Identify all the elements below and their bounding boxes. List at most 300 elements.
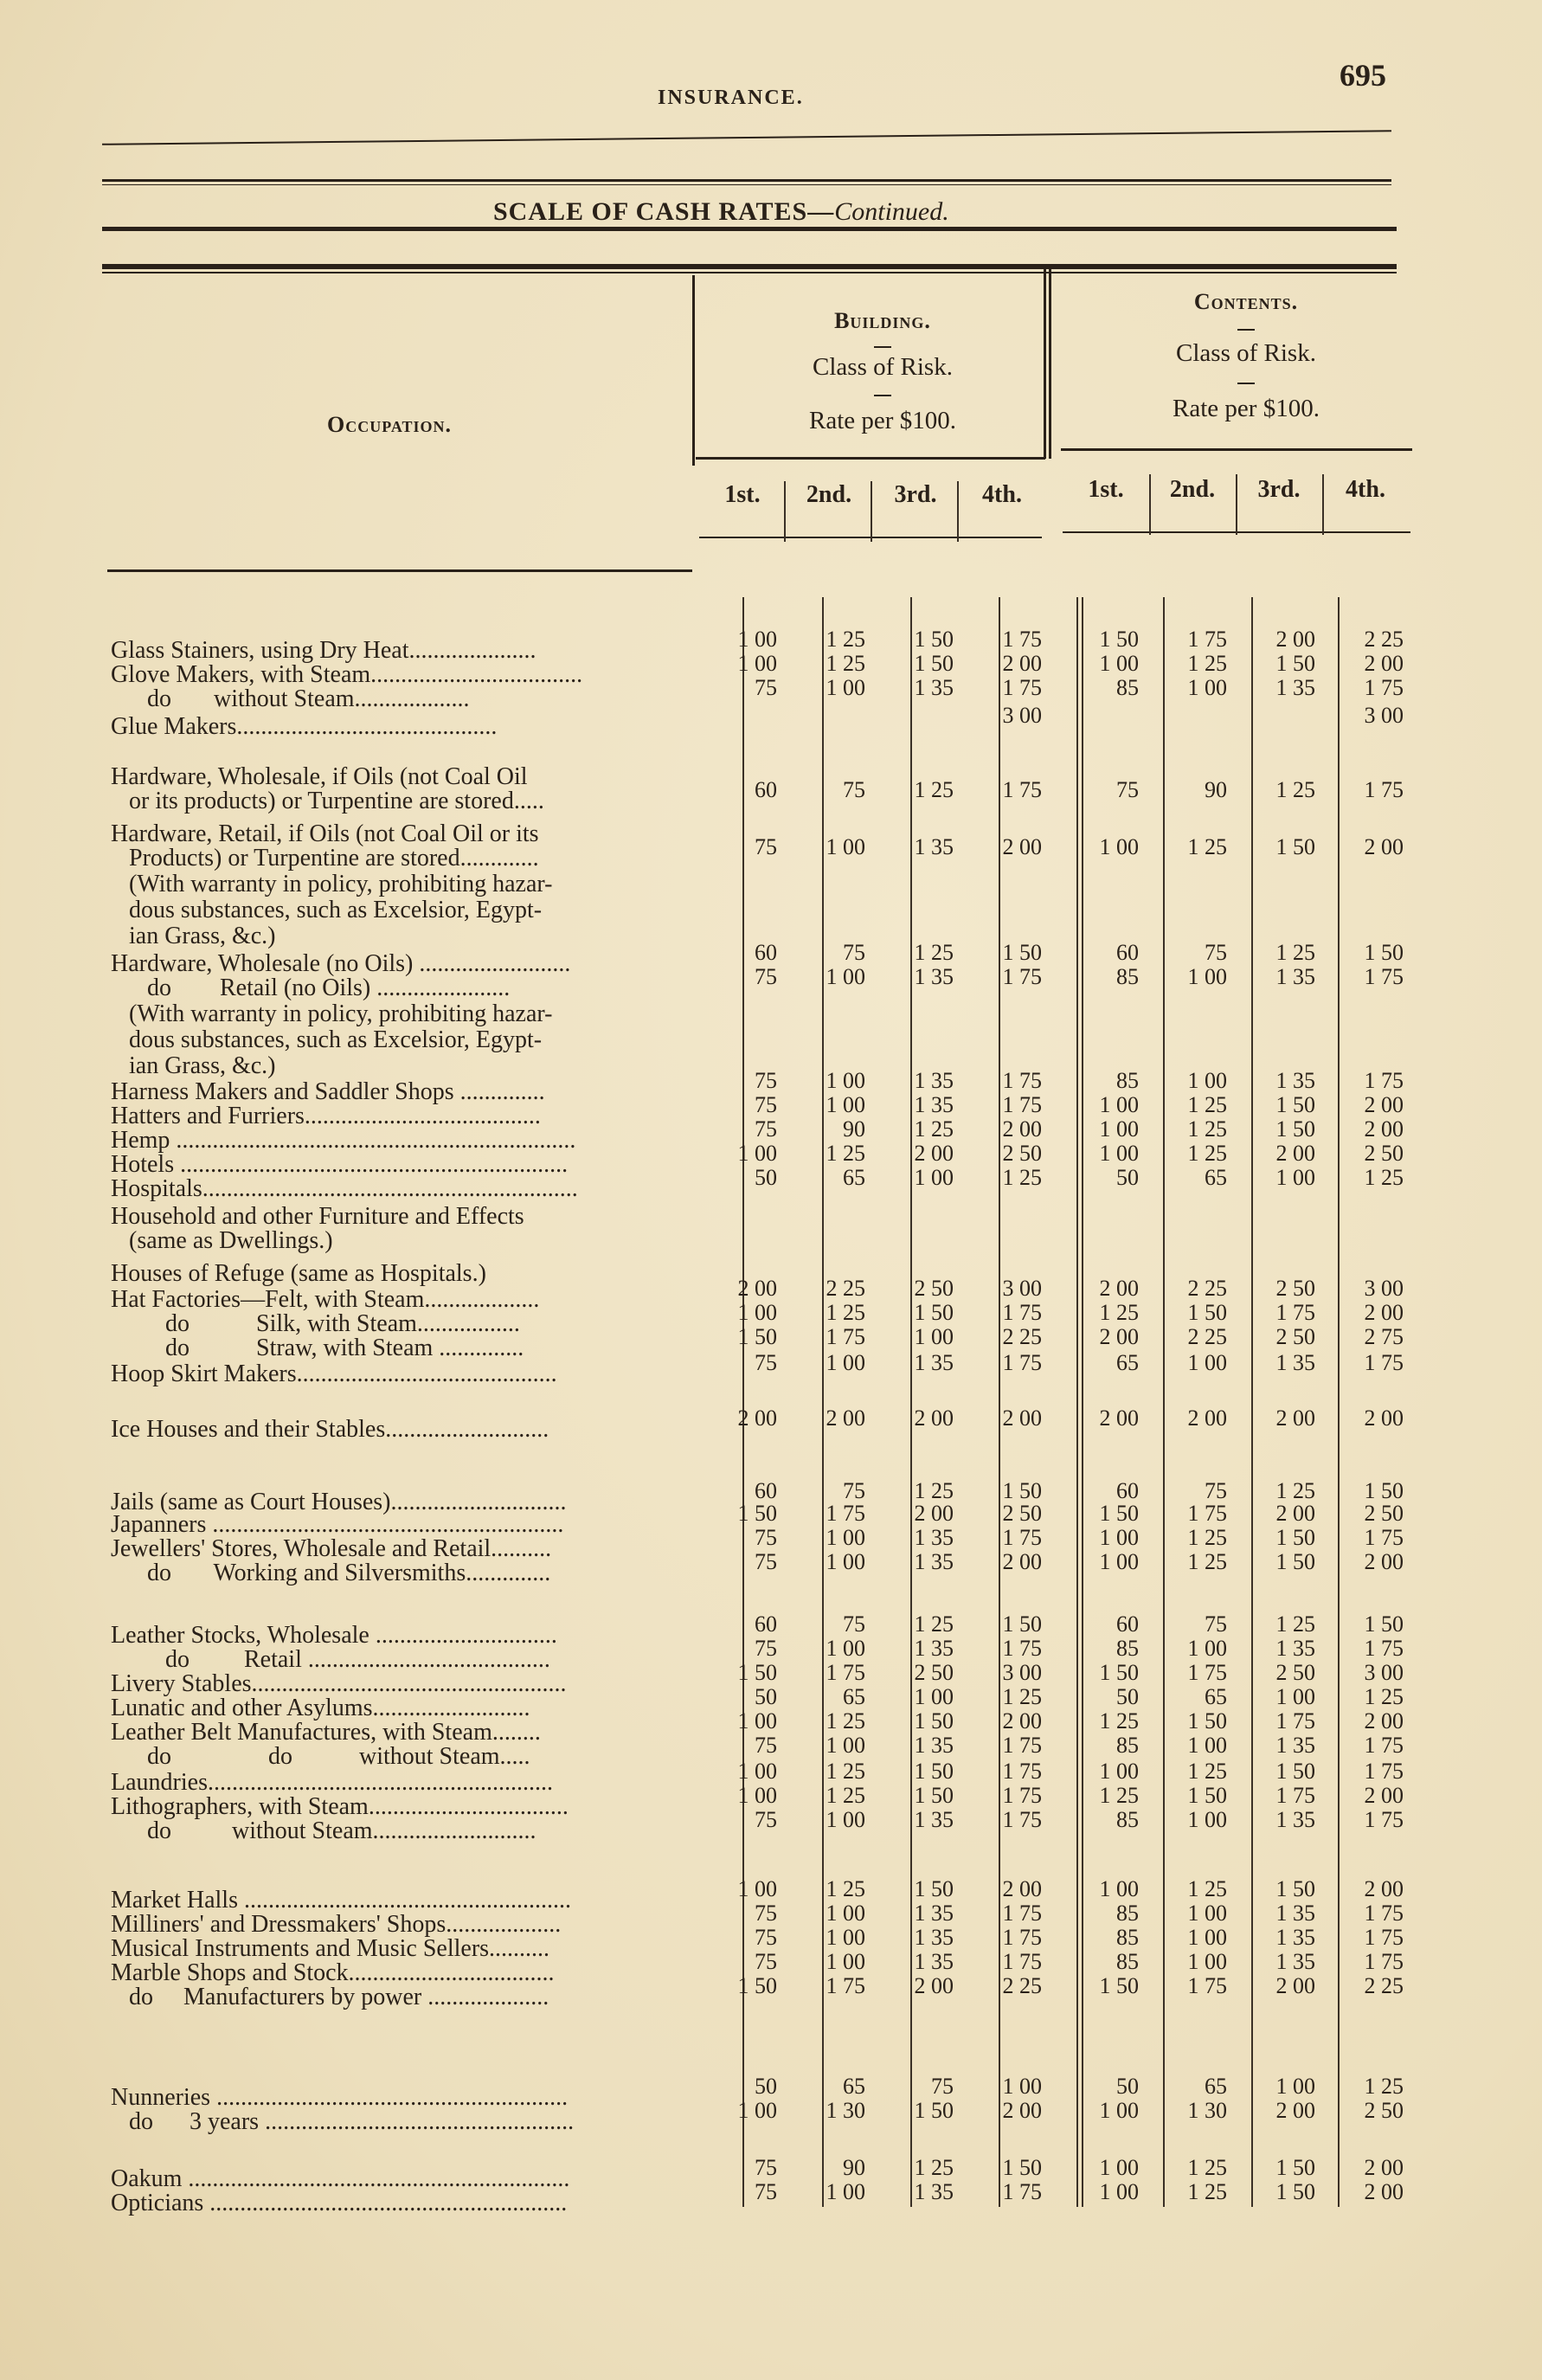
occupation-row-36: Lunatic and other Asylums.......................... <box>111 1695 530 1721</box>
title-rule-2 <box>102 264 1397 269</box>
contents-rate-2: 1 00 <box>1187 675 1227 700</box>
contents-rate-3: 1 35 <box>1275 1949 1315 1974</box>
building-rate-3: 1 50 <box>914 1876 954 1901</box>
contents-rate-1: 1 00 <box>1099 2098 1139 2123</box>
contents-rate-3: 1 00 <box>1275 1684 1315 1709</box>
contents-rate-3: 1 50 <box>1275 1092 1315 1117</box>
contents-rate-3: 2 00 <box>1275 1973 1315 1998</box>
contents-rate-4: 1 75 <box>1364 1901 1404 1926</box>
building-rate-4: 2 00 <box>1002 2098 1042 2123</box>
building-class-of-risk: Class of Risk. <box>813 353 953 381</box>
building-rate-4: 3 00 <box>1002 1660 1042 1685</box>
building-rate-4: 2 00 <box>1002 1549 1042 1574</box>
building-rate-1: 75 <box>755 834 777 859</box>
contents-rate-4: 1 75 <box>1364 777 1404 802</box>
building-rate-2: 1 00 <box>826 964 865 989</box>
contents-rate-4: 2 50 <box>1364 2098 1404 2123</box>
building-rate-4: 2 00 <box>1002 834 1042 859</box>
building-col-2nd: 2nd. <box>806 481 852 508</box>
occupation-row-0: Glass Stainers, using Dry Heat..................... <box>111 637 536 664</box>
contents-rate-2: 1 25 <box>1187 1092 1227 1117</box>
contents-rate-1: 60 <box>1116 1478 1139 1503</box>
building-rate-1: 1 00 <box>737 1300 777 1325</box>
contents-rate-4: 3 00 <box>1364 1276 1404 1301</box>
occupation-row-19: Hotels ................................................................ <box>111 1151 569 1178</box>
building-rate-1: 1 00 <box>737 1783 777 1808</box>
contents-rate-4: 1 25 <box>1364 1684 1404 1709</box>
building-rate-1: 60 <box>755 940 777 965</box>
contents-rate-2: 2 25 <box>1187 1324 1227 1349</box>
contents-rate-3: 1 50 <box>1275 1759 1315 1784</box>
contents-rate-4: 2 00 <box>1364 2155 1404 2180</box>
occupation-row-50: Opticians ........................................................... <box>111 2190 568 2216</box>
vrule-b-1 <box>784 481 786 542</box>
building-rate-3: 1 35 <box>914 1807 954 1832</box>
building-rate-4: 1 75 <box>1002 1525 1042 1550</box>
building-rate-2: 1 25 <box>826 1876 865 1901</box>
contents-rate-4: 2 25 <box>1364 627 1404 652</box>
contents-col-3rd: 3rd. <box>1257 476 1301 503</box>
building-rate-4: 1 75 <box>1002 1783 1042 1808</box>
building-rate-1: 75 <box>755 1525 777 1550</box>
building-rate-2: 90 <box>843 2155 865 2180</box>
building-rate-1: 1 50 <box>737 1973 777 1998</box>
building-rate-1: 75 <box>755 1949 777 1974</box>
contents-rate-2: 1 75 <box>1187 627 1227 652</box>
building-rate-2: 1 25 <box>826 651 865 676</box>
occupation-row-49: Oakum ............................................................... <box>111 2165 570 2192</box>
building-rate-1: 75 <box>755 1350 777 1375</box>
contents-rate-4: 2 00 <box>1364 651 1404 676</box>
building-rate-3: 1 35 <box>914 964 954 989</box>
contents-rate-2: 65 <box>1205 1684 1227 1709</box>
contents-rate-4: 1 75 <box>1364 1733 1404 1758</box>
contents-rate-4: 1 25 <box>1364 1165 1404 1190</box>
occupation-row-24: Hat Factories—Felt, with Steam................... <box>111 1286 540 1313</box>
contents-rate-2: 1 00 <box>1187 1949 1227 1974</box>
building-rate-3: 2 00 <box>914 1973 954 1998</box>
contents-rate-1: 1 00 <box>1099 1525 1139 1550</box>
occupation-row-6: Hardware, Retail, if Oils (not Coal Oil or its <box>111 820 539 847</box>
contents-rate-2: 1 25 <box>1187 1759 1227 1784</box>
contents-rate-per: Rate per $100. <box>1173 395 1320 422</box>
occupation-row-3: Glue Makers........................................... <box>111 713 498 740</box>
building-rate-2: 65 <box>843 2074 865 2099</box>
contents-rate-1: 85 <box>1116 1925 1139 1950</box>
contents-rate-1: 85 <box>1116 1901 1139 1926</box>
occupation-row-32: do Working and Silversmiths.............. <box>111 1560 551 1586</box>
building-rate-1: 75 <box>755 1901 777 1926</box>
contents-rate-3: 2 00 <box>1275 1405 1315 1431</box>
building-rate-3: 1 35 <box>914 1636 954 1661</box>
building-rate-4: 1 75 <box>1002 964 1042 989</box>
contents-rate-4: 1 50 <box>1364 1478 1404 1503</box>
contents-rate-4: 1 75 <box>1364 1636 1404 1661</box>
contents-rate-2: 2 25 <box>1187 1276 1227 1301</box>
contents-rate-4: 1 75 <box>1364 1068 1404 1093</box>
contents-rate-2: 1 50 <box>1187 1708 1227 1734</box>
building-rate-1: 50 <box>755 1684 777 1709</box>
building-col-1st: 1st. <box>724 481 761 508</box>
building-rate-2: 1 75 <box>826 1660 865 1685</box>
contents-rate-1: 1 00 <box>1099 1141 1139 1166</box>
building-rate-2: 1 00 <box>826 1949 865 1974</box>
contents-rate-4: 2 00 <box>1364 1092 1404 1117</box>
contents-rate-2: 1 75 <box>1187 1973 1227 1998</box>
occupation-row-46: do Manufacturers by power .................... <box>111 1984 549 2010</box>
contents-rate-1: 60 <box>1116 940 1139 965</box>
occupation-row-18: Hemp .................................................................. <box>111 1127 576 1154</box>
contents-rate-3: 1 50 <box>1275 834 1315 859</box>
occupation-row-23: Houses of Refuge (same as Hospitals.) <box>111 1260 486 1287</box>
building-rate-2: 1 00 <box>826 1807 865 1832</box>
contents-rate-1: 1 25 <box>1099 1708 1139 1734</box>
building-rate-4: 1 25 <box>1002 1165 1042 1190</box>
building-rate-2: 1 00 <box>826 1068 865 1093</box>
occupation-row-34: do Retail ........................................ <box>111 1646 550 1673</box>
building-rate-3: 2 50 <box>914 1276 954 1301</box>
contents-rate-3: 1 35 <box>1275 1350 1315 1375</box>
building-rate-1: 2 00 <box>737 1276 777 1301</box>
contents-rate-4: 2 00 <box>1364 1876 1404 1901</box>
building-rate-4: 1 25 <box>1002 1684 1042 1709</box>
contents-rate-2: 1 25 <box>1187 2155 1227 2180</box>
building-rate-2: 1 75 <box>826 1324 865 1349</box>
contents-rate-4: 1 75 <box>1364 964 1404 989</box>
building-rate-4: 1 75 <box>1002 1901 1042 1926</box>
occupation-row-8: (With warranty in policy, prohibiting hazar- <box>111 871 553 897</box>
contents-rate-2: 1 25 <box>1187 1876 1227 1901</box>
contents-rate-2: 1 50 <box>1187 1300 1227 1325</box>
vrule-c-2 <box>1236 474 1237 535</box>
building-rate-3: 1 50 <box>914 627 954 652</box>
building-rate-3: 1 00 <box>914 1165 954 1190</box>
building-rate-3: 75 <box>931 2074 954 2099</box>
building-rate-1: 1 50 <box>737 1324 777 1349</box>
contents-rate-1: 1 00 <box>1099 1116 1139 1142</box>
contents-rate-4: 2 25 <box>1364 1973 1404 1998</box>
contents-rate-4: 3 00 <box>1364 703 1404 728</box>
building-rate-2: 1 00 <box>826 1092 865 1117</box>
contents-rate-1: 1 50 <box>1099 1660 1139 1685</box>
building-rate-2: 2 25 <box>826 1276 865 1301</box>
contents-rate-3: 1 50 <box>1275 1549 1315 1574</box>
contents-col-4th: 4th. <box>1346 476 1385 503</box>
contents-rate-3: 1 35 <box>1275 1925 1315 1950</box>
building-rate-2: 1 75 <box>826 1501 865 1526</box>
building-rate-3: 1 35 <box>914 1525 954 1550</box>
occupation-row-10: ian Grass, &c.) <box>111 923 276 949</box>
contents-rate-2: 65 <box>1205 1165 1227 1190</box>
contents-rate-1: 2 00 <box>1099 1276 1139 1301</box>
contents-rate-4: 2 00 <box>1364 2179 1404 2204</box>
building-rate-3: 2 50 <box>914 1660 954 1685</box>
contents-rate-1: 85 <box>1116 964 1139 989</box>
contents-rate-1: 1 00 <box>1099 1876 1139 1901</box>
contents-rate-2: 75 <box>1205 940 1227 965</box>
building-rate-2: 65 <box>843 1684 865 1709</box>
contents-rate-4: 2 00 <box>1364 834 1404 859</box>
building-rate-3: 2 00 <box>914 1405 954 1431</box>
title-rule-3 <box>102 272 1397 273</box>
contents-rate-2: 1 25 <box>1187 2179 1227 2204</box>
occupation-row-26: do Straw, with Steam .............. <box>111 1335 524 1361</box>
contents-rate-1: 60 <box>1116 1611 1139 1637</box>
contents-rate-1: 85 <box>1116 1068 1139 1093</box>
building-rate-4: 2 00 <box>1002 651 1042 676</box>
contents-rate-4: 2 50 <box>1364 1141 1404 1166</box>
contents-rate-2: 1 25 <box>1187 1525 1227 1550</box>
running-head: INSURANCE. <box>658 87 804 109</box>
contents-rate-1: 1 00 <box>1099 834 1139 859</box>
contents-rate-1: 50 <box>1116 1684 1139 1709</box>
occupation-row-7: Products) or Turpentine are stored............. <box>111 845 539 872</box>
contents-rate-3: 1 75 <box>1275 1783 1315 1808</box>
contents-rate-1: 85 <box>1116 1636 1139 1661</box>
contents-rate-3: 2 00 <box>1275 1141 1315 1166</box>
vrule-c-1 <box>1149 474 1151 535</box>
table-title-main: SCALE OF CASH RATES— <box>493 197 835 226</box>
contents-rate-3: 1 35 <box>1275 1733 1315 1758</box>
occupation-row-42: Market Halls ...................................................... <box>111 1887 571 1914</box>
contents-rate-2: 1 25 <box>1187 834 1227 859</box>
building-rate-per: Rate per $100. <box>809 407 956 434</box>
building-rate-4: 2 25 <box>1002 1973 1042 1998</box>
building-rate-3: 1 25 <box>914 1611 954 1637</box>
building-rate-4: 2 00 <box>1002 1708 1042 1734</box>
contents-rate-2: 1 75 <box>1187 1501 1227 1526</box>
contents-rate-2: 1 50 <box>1187 1783 1227 1808</box>
contents-header: Contents. <box>1193 289 1299 314</box>
building-rate-4: 2 00 <box>1002 1876 1042 1901</box>
building-rate-3: 1 35 <box>914 2179 954 2204</box>
contents-rate-3: 1 50 <box>1275 1876 1315 1901</box>
contents-rate-4: 2 50 <box>1364 1501 1404 1526</box>
contents-rate-2: 1 00 <box>1187 964 1227 989</box>
contents-rate-3: 1 35 <box>1275 964 1315 989</box>
contents-rate-1: 1 00 <box>1099 2179 1139 2204</box>
occupation-row-31: Jewellers' Stores, Wholesale and Retail.......... <box>111 1535 552 1562</box>
contents-rate-4: 1 75 <box>1364 1759 1404 1784</box>
building-rate-2: 75 <box>843 940 865 965</box>
building-rate-2: 1 00 <box>826 834 865 859</box>
building-rate-2: 1 25 <box>826 1141 865 1166</box>
occupation-row-47: Nunneries .......................................................... <box>111 2084 569 2111</box>
occupation-row-43: Milliners' and Dressmakers' Shops................... <box>111 1911 562 1938</box>
top-rule-1 <box>102 130 1391 145</box>
building-rate-4: 1 75 <box>1002 1092 1042 1117</box>
building-rate-3: 1 25 <box>914 940 954 965</box>
building-rate-3: 1 25 <box>914 1478 954 1503</box>
occupation-row-28: Ice Houses and their Stables........................... <box>111 1416 549 1443</box>
occupation-row-33: Leather Stocks, Wholesale .............................. <box>111 1622 557 1649</box>
building-rate-3: 1 35 <box>914 1901 954 1926</box>
contents-rate-1: 1 00 <box>1099 2155 1139 2180</box>
contents-cols-rule <box>1061 448 1412 451</box>
contents-rate-4: 2 75 <box>1364 1324 1404 1349</box>
building-rate-2: 2 00 <box>826 1405 865 1431</box>
occupation-row-37: Leather Belt Manufactures, with Steam........ <box>111 1719 541 1746</box>
building-rate-2: 1 00 <box>826 1350 865 1375</box>
contents-rate-4: 1 75 <box>1364 1949 1404 1974</box>
contents-rate-1: 1 50 <box>1099 1973 1139 1998</box>
building-rate-4: 2 00 <box>1002 1116 1042 1142</box>
contents-rate-1: 1 50 <box>1099 1501 1139 1526</box>
contents-rate-4: 2 00 <box>1364 1300 1404 1325</box>
building-rate-3: 1 50 <box>914 651 954 676</box>
building-rate-2: 1 00 <box>826 1525 865 1550</box>
building-rate-1: 75 <box>755 675 777 700</box>
contents-rate-3: 2 00 <box>1275 1501 1315 1526</box>
page-number: 695 <box>1340 58 1386 93</box>
occupation-row-22: (same as Dwellings.) <box>111 1227 333 1254</box>
building-rate-1: 1 00 <box>737 1141 777 1166</box>
building-rate-3: 2 00 <box>914 1141 954 1166</box>
contents-rate-4: 1 75 <box>1364 1525 1404 1550</box>
building-rate-3: 1 35 <box>914 1092 954 1117</box>
building-rate-4: 3 00 <box>1002 703 1042 728</box>
building-col-3rd: 3rd. <box>894 481 937 508</box>
building-rate-3: 1 35 <box>914 1925 954 1950</box>
building-rate-2: 75 <box>843 1478 865 1503</box>
building-rate-4: 2 50 <box>1002 1501 1042 1526</box>
building-rate-3: 1 25 <box>914 777 954 802</box>
building-rate-3: 1 35 <box>914 834 954 859</box>
contents-dash-1 <box>1237 329 1255 331</box>
building-rate-1: 75 <box>755 1116 777 1142</box>
contents-rate-3: 1 35 <box>1275 675 1315 700</box>
contents-rate-4: 2 00 <box>1364 1116 1404 1142</box>
contents-rate-1: 1 25 <box>1099 1783 1139 1808</box>
building-rate-3: 1 35 <box>914 1350 954 1375</box>
building-rate-4: 1 50 <box>1002 2155 1042 2180</box>
occupation-row-16: Harness Makers and Saddler Shops .............. <box>111 1078 545 1105</box>
occupation-row-11: Hardware, Wholesale (no Oils) ......................... <box>111 950 571 977</box>
building-rate-4: 3 00 <box>1002 1276 1042 1301</box>
contents-rate-4: 1 25 <box>1364 2074 1404 2099</box>
contents-rate-3: 1 00 <box>1275 1165 1315 1190</box>
contents-dash-2 <box>1237 383 1255 384</box>
contents-rate-1: 85 <box>1116 675 1139 700</box>
occupation-row-13: (With warranty in policy, prohibiting hazar- <box>111 1000 553 1027</box>
building-rate-2: 1 00 <box>826 1925 865 1950</box>
building-rate-4: 1 75 <box>1002 627 1042 652</box>
occupation-row-2: do without Steam................... <box>111 685 470 712</box>
building-rate-1: 1 00 <box>737 1759 777 1784</box>
building-rate-1: 1 00 <box>737 1876 777 1901</box>
contents-rate-3: 1 50 <box>1275 2155 1315 2180</box>
contents-rate-1: 1 00 <box>1099 651 1139 676</box>
occupation-header: Occupation. <box>326 412 453 437</box>
contents-rate-3: 1 35 <box>1275 1068 1315 1093</box>
building-rate-2: 1 00 <box>826 1733 865 1758</box>
building-rate-3: 1 35 <box>914 675 954 700</box>
building-rate-3: 1 00 <box>914 1324 954 1349</box>
occupation-row-14: dous substances, such as Excelsior, Egypt- <box>111 1026 543 1053</box>
contents-rate-3: 1 50 <box>1275 651 1315 676</box>
occupation-row-41: do without Steam........................... <box>111 1817 536 1844</box>
occupation-row-17: Hatters and Furriers....................................... <box>111 1103 541 1129</box>
contents-col-2nd: 2nd. <box>1169 476 1216 503</box>
contents-rate-4: 2 00 <box>1364 1405 1404 1431</box>
building-rate-3: 1 00 <box>914 1684 954 1709</box>
occupation-row-30: Japanners .......................................................... <box>111 1511 564 1538</box>
contents-rate-3: 1 50 <box>1275 2179 1315 2204</box>
contents-rate-4: 1 75 <box>1364 1807 1404 1832</box>
building-rate-1: 60 <box>755 1478 777 1503</box>
occupation-row-29: Jails (same as Court Houses)............................. <box>111 1489 567 1515</box>
vrule-middle-2 <box>1049 268 1051 459</box>
contents-rate-3: 2 50 <box>1275 1324 1315 1349</box>
building-rate-1: 75 <box>755 964 777 989</box>
building-rate-1: 75 <box>755 2179 777 2204</box>
contents-rate-3: 2 50 <box>1275 1276 1315 1301</box>
building-rate-3: 1 25 <box>914 2155 954 2180</box>
contents-rate-4: 1 50 <box>1364 940 1404 965</box>
contents-rate-2: 1 00 <box>1187 1636 1227 1661</box>
building-rate-3: 1 35 <box>914 1733 954 1758</box>
contents-rate-1: 85 <box>1116 1733 1139 1758</box>
building-dash-1 <box>874 346 891 348</box>
vrule-b-2 <box>871 481 872 542</box>
building-rate-2: 1 25 <box>826 1783 865 1808</box>
contents-rate-2: 1 25 <box>1187 1549 1227 1574</box>
contents-rate-1: 2 00 <box>1099 1405 1139 1431</box>
building-rate-1: 75 <box>755 1092 777 1117</box>
table-title-suffix: Continued. <box>834 197 949 226</box>
contents-rate-1: 1 00 <box>1099 1092 1139 1117</box>
building-rate-4: 1 75 <box>1002 2179 1042 2204</box>
building-rate-1: 75 <box>755 1636 777 1661</box>
contents-rate-2: 1 25 <box>1187 1116 1227 1142</box>
occupation-bottom-rule <box>107 569 692 572</box>
occupation-row-20: Hospitals.............................................................. <box>111 1175 578 1202</box>
building-rate-2: 1 25 <box>826 1708 865 1734</box>
building-rate-1: 50 <box>755 1165 777 1190</box>
contents-rate-4: 1 50 <box>1364 1611 1404 1637</box>
building-rate-2: 1 25 <box>826 1300 865 1325</box>
table-title <box>493 197 949 227</box>
occupation-row-44: Musical Instruments and Music Sellers.......... <box>111 1935 550 1962</box>
building-rate-2: 1 00 <box>826 1636 865 1661</box>
contents-rate-4: 1 75 <box>1364 675 1404 700</box>
contents-rate-4: 1 75 <box>1364 1350 1404 1375</box>
building-rate-1: 1 00 <box>737 627 777 652</box>
contents-rate-3: 1 25 <box>1275 940 1315 965</box>
building-rate-2: 75 <box>843 1611 865 1637</box>
contents-rate-2: 75 <box>1205 1611 1227 1637</box>
contents-rate-1: 2 00 <box>1099 1324 1139 1349</box>
contents-rate-3: 1 00 <box>1275 2074 1315 2099</box>
contents-rate-3: 2 50 <box>1275 1660 1315 1685</box>
building-rate-4: 2 50 <box>1002 1141 1042 1166</box>
contents-rate-3: 1 35 <box>1275 1636 1315 1661</box>
building-rate-1: 1 50 <box>737 1501 777 1526</box>
building-rate-2: 1 00 <box>826 1549 865 1574</box>
contents-rate-1: 50 <box>1116 1165 1139 1190</box>
contents-rate-3: 2 00 <box>1275 2098 1315 2123</box>
building-rate-4: 1 75 <box>1002 777 1042 802</box>
contents-rate-2: 1 00 <box>1187 1901 1227 1926</box>
building-rate-3: 1 50 <box>914 2098 954 2123</box>
building-rate-2: 75 <box>843 777 865 802</box>
building-rate-1: 50 <box>755 2074 777 2099</box>
occupation-row-1: Glove Makers, with Steam................................... <box>111 661 583 688</box>
building-rate-4: 1 75 <box>1002 675 1042 700</box>
occupation-row-21: Household and other Furniture and Effects <box>111 1203 524 1230</box>
building-rate-1: 1 50 <box>737 1660 777 1685</box>
building-rate-3: 1 50 <box>914 1708 954 1734</box>
